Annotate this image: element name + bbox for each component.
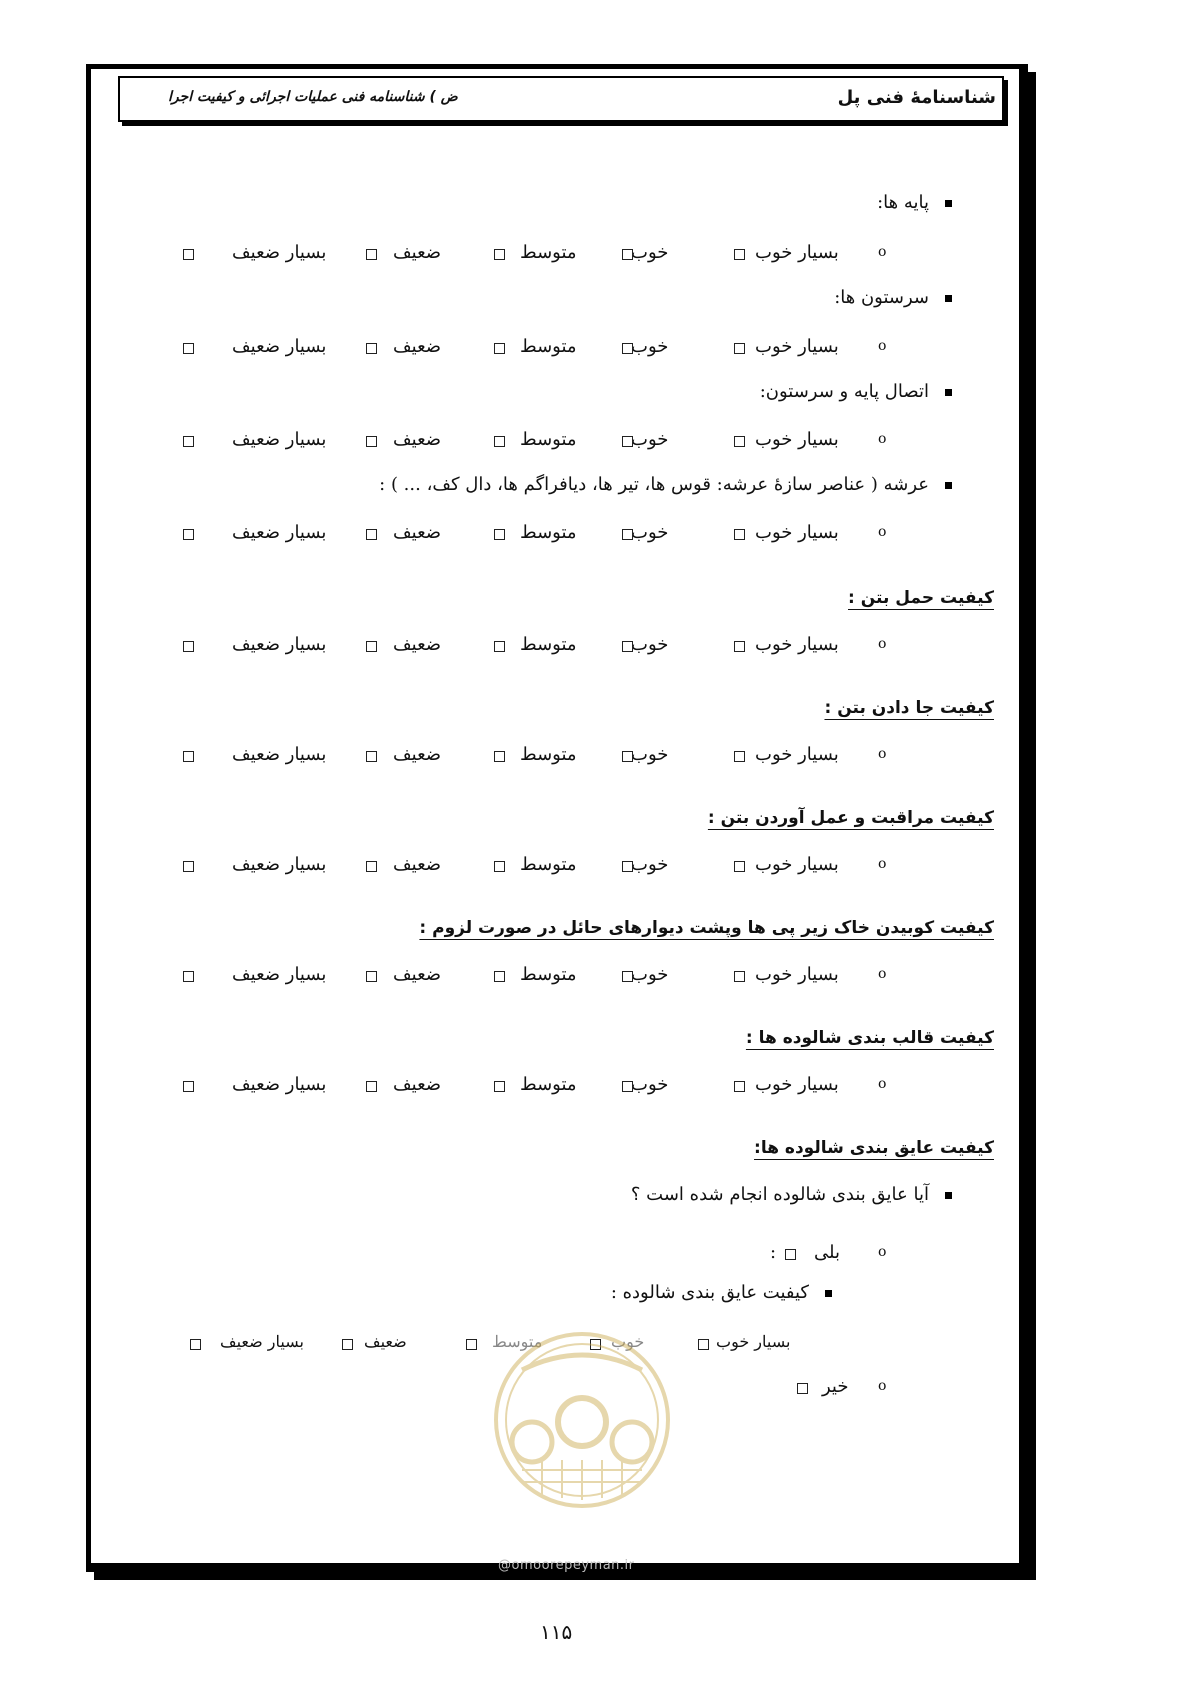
rating-weak-checkbox[interactable] (366, 861, 377, 872)
rating-weak-label: ضعیف (393, 964, 442, 985)
rating-weak-checkbox[interactable] (342, 1339, 353, 1350)
rating-average-label: متوسط (520, 964, 577, 985)
rating-weak-label: ضعیف (393, 242, 442, 263)
rating-average-checkbox[interactable] (494, 861, 505, 872)
rating-average-label: متوسط (520, 429, 577, 450)
section-title: کیفیت قالب بندی شالوده ها : (745, 1028, 994, 1048)
rating-good-checkbox[interactable] (622, 1081, 633, 1092)
rating-very-good-checkbox[interactable] (734, 751, 745, 762)
rating-good-checkbox[interactable] (622, 529, 633, 540)
rating-very-good-label: بسیار خوب (755, 634, 839, 655)
rating-average-checkbox[interactable] (494, 751, 505, 762)
rating-good-label: خوب (631, 964, 669, 985)
rating-good-label: خوب (631, 634, 669, 655)
rating-very-good-label: بسیار خوب (755, 744, 839, 765)
rating-average-label: متوسط (520, 854, 577, 875)
option-bullet: o (878, 1076, 887, 1092)
rating-average-checkbox[interactable] (494, 436, 505, 447)
rating-good-label: خوب (631, 242, 669, 263)
rating-very-good-label: بسیار خوب (755, 522, 839, 543)
rating-average-label: متوسط (520, 336, 577, 357)
item-insulation-quality (611, 1282, 832, 1303)
rating-good-checkbox[interactable] (622, 751, 633, 762)
rating-very-weak-checkbox[interactable] (183, 529, 194, 540)
rating-very-good-checkbox[interactable] (734, 529, 745, 540)
rating-weak-label: ضعیف (393, 744, 442, 765)
item-deck (379, 474, 952, 495)
rating-row (0, 522, 1190, 548)
rating-very-good-label: بسیار خوب (755, 854, 839, 875)
rating-very-good-checkbox[interactable] (734, 343, 745, 354)
option-bullet: o (878, 1378, 887, 1394)
rating-good-label: خوب (631, 1074, 669, 1095)
answer-no-checkbox[interactable] (797, 1383, 808, 1394)
item-pier-connection (760, 381, 952, 402)
rating-very-good-label: بسیار خوب (755, 1074, 839, 1095)
section-title: کیفیت مراقبت و عمل آوردن بتن : (707, 808, 994, 828)
rating-good-label: خوب (611, 1332, 645, 1351)
rating-good-label: خوب (631, 336, 669, 357)
rating-very-weak-checkbox[interactable] (183, 249, 194, 260)
section-title: کیفیت جا دادن بتن : (824, 698, 994, 718)
rating-very-weak-label: بسیار ضعیف (232, 1074, 327, 1095)
rating-weak-checkbox[interactable] (366, 641, 377, 652)
option-bullet: o (878, 1244, 887, 1260)
rating-weak-checkbox[interactable] (366, 343, 377, 354)
rating-very-weak-checkbox[interactable] (183, 436, 194, 447)
rating-very-weak-checkbox[interactable] (183, 641, 194, 652)
option-bullet: o (878, 636, 887, 652)
item-insulation-quality-label: کیفیت عایق بندی شالوده : (610, 1282, 809, 1303)
rating-average-checkbox[interactable] (494, 343, 505, 354)
rating-very-weak-checkbox[interactable] (183, 1081, 194, 1092)
document-title: شناسنامهٔ فنی پل (837, 87, 996, 108)
section-title: کیفیت کوبیدن خاک زیر پی ها وپشت دیوارهای حائل در صورت لزوم : (419, 918, 994, 938)
rating-row (0, 429, 1190, 455)
rating-very-good-checkbox[interactable] (734, 641, 745, 652)
rating-very-good-checkbox[interactable] (734, 1081, 745, 1092)
rating-good-label: خوب (631, 854, 669, 875)
rating-row (0, 854, 1190, 880)
rating-average-checkbox[interactable] (466, 1339, 477, 1350)
rating-very-weak-checkbox[interactable] (190, 1339, 201, 1350)
bullet-marker (945, 1192, 952, 1199)
item-pier-caps (834, 287, 952, 308)
rating-very-good-checkbox[interactable] (734, 861, 745, 872)
section-heading: ض ) شناسنامه فنی عملیات اجرائی و کیفیت اجرا (168, 89, 458, 105)
rating-weak-label: ضعیف (393, 634, 442, 655)
answer-yes-label: بلی (814, 1242, 840, 1263)
rating-row (0, 336, 1190, 362)
rating-weak-checkbox[interactable] (366, 249, 377, 260)
rating-very-weak-checkbox[interactable] (183, 751, 194, 762)
item-piers-label: پایه ها: (877, 192, 929, 213)
rating-weak-checkbox[interactable] (366, 751, 377, 762)
rating-good-label: خوب (631, 744, 669, 765)
rating-average-label: متوسط (520, 1074, 577, 1095)
option-bullet: o (878, 746, 887, 762)
rating-average-label: متوسط (520, 522, 577, 543)
rating-weak-checkbox[interactable] (366, 436, 377, 447)
rating-weak-label: ضعیف (393, 336, 442, 357)
rating-weak-checkbox[interactable] (366, 971, 377, 982)
rating-good-checkbox[interactable] (622, 249, 633, 260)
rating-very-weak-checkbox[interactable] (183, 861, 194, 872)
rating-very-weak-label: بسیار ضعیف (232, 336, 327, 357)
rating-very-good-label: بسیار خوب (755, 964, 839, 985)
page-number: ۱۱۵ (540, 1620, 573, 1644)
answer-yes-colon: : (770, 1242, 777, 1263)
option-bullet: o (878, 856, 887, 872)
rating-very-weak-label: بسیار ضعیف (232, 634, 327, 655)
rating-row (0, 964, 1190, 990)
rating-average-label: متوسط (492, 1332, 543, 1351)
bullet-marker (945, 482, 952, 489)
section-title: کیفیت حمل بتن : (848, 588, 994, 608)
bullet-marker (825, 1290, 832, 1297)
item-piers (877, 192, 952, 213)
rating-average-label: متوسط (520, 744, 577, 765)
rating-row (0, 1074, 1190, 1100)
rating-very-weak-label: بسیار ضعیف (232, 429, 327, 450)
rating-very-good-label: بسیار خوب (755, 336, 839, 357)
watermark-text: @omoorepeyman.ir (498, 1558, 635, 1573)
section-title: کیفیت عایق بندی شالوده ها: (754, 1138, 994, 1158)
option-bullet: o (878, 338, 887, 354)
answer-no-label: خیر (822, 1376, 849, 1397)
rating-very-good-checkbox[interactable] (734, 436, 745, 447)
rating-very-weak-checkbox[interactable] (183, 343, 194, 354)
rating-weak-label: ضعیف (393, 854, 442, 875)
rating-weak-label: ضعیف (364, 1332, 407, 1351)
rating-good-checkbox[interactable] (622, 971, 633, 982)
rating-very-good-label: بسیار خوب (755, 242, 839, 263)
rating-very-weak-label: بسیار ضعیف (232, 522, 327, 543)
option-bullet: o (878, 966, 887, 982)
answer-yes-row (0, 1242, 1190, 1268)
rating-very-good-label: بسیار خوب (716, 1332, 791, 1351)
rating-weak-label: ضعیف (393, 522, 442, 543)
rating-row (0, 242, 1190, 268)
bullet-marker (945, 389, 952, 396)
rating-weak-label: ضعیف (393, 1074, 442, 1095)
rating-weak-checkbox[interactable] (366, 1081, 377, 1092)
rating-average-checkbox[interactable] (494, 529, 505, 540)
item-pier-connection-label: اتصال پایه و سرستون: (759, 381, 929, 402)
bullet-marker (945, 200, 952, 207)
item-insulation-question (631, 1184, 952, 1205)
item-pier-caps-label: سرستون ها: (834, 287, 929, 308)
rating-good-checkbox[interactable] (622, 436, 633, 447)
rating-average-label: متوسط (520, 634, 577, 655)
rating-very-weak-label: بسیار ضعیف (232, 744, 327, 765)
rating-average-checkbox[interactable] (494, 971, 505, 982)
rating-very-good-checkbox[interactable] (734, 971, 745, 982)
answer-yes-checkbox[interactable] (785, 1249, 796, 1260)
rating-average-checkbox[interactable] (494, 641, 505, 652)
rating-weak-checkbox[interactable] (366, 529, 377, 540)
item-insulation-question-label: آیا عایق بندی شالوده انجام شده است ؟ (630, 1184, 929, 1205)
rating-average-checkbox[interactable] (494, 249, 505, 260)
watermark-logo (492, 1330, 672, 1510)
rating-very-weak-label: بسیار ضعیف (232, 242, 327, 263)
rating-average-label: متوسط (520, 242, 577, 263)
rating-average-checkbox[interactable] (494, 1081, 505, 1092)
option-bullet: o (878, 244, 887, 260)
option-bullet: o (878, 431, 887, 447)
rating-very-good-checkbox[interactable] (698, 1339, 709, 1350)
rating-weak-label: ضعیف (393, 429, 442, 450)
rating-good-checkbox[interactable] (622, 861, 633, 872)
rating-very-good-checkbox[interactable] (734, 249, 745, 260)
rating-row (0, 744, 1190, 770)
rating-good-label: خوب (631, 429, 669, 450)
rating-very-weak-label: بسیار ضعیف (232, 964, 327, 985)
option-bullet: o (878, 524, 887, 540)
rating-row (0, 634, 1190, 660)
rating-very-weak-label: بسیار ضعیف (220, 1332, 304, 1351)
rating-very-weak-checkbox[interactable] (183, 971, 194, 982)
bullet-marker (945, 295, 952, 302)
rating-good-checkbox[interactable] (622, 343, 633, 354)
rating-good-checkbox[interactable] (622, 641, 633, 652)
rating-very-good-label: بسیار خوب (755, 429, 839, 450)
rating-good-label: خوب (631, 522, 669, 543)
item-deck-label: عرشه ( عناصر سازهٔ عرشه: قوس ها، تیر ها، دیافراگم ها، دال کف، ... ) : (379, 474, 929, 495)
rating-very-weak-label: بسیار ضعیف (232, 854, 327, 875)
